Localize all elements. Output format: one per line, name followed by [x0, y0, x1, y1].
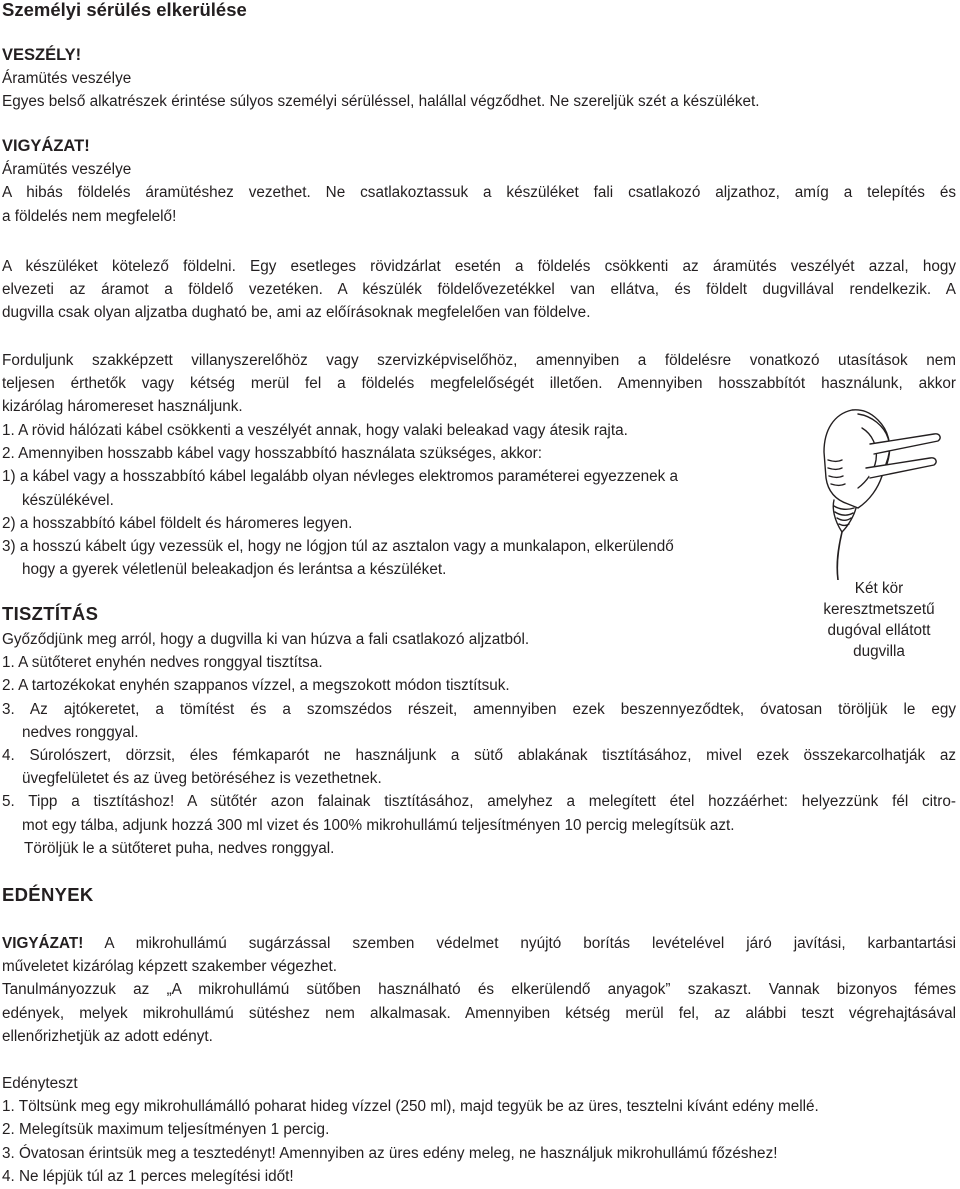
danger-section [2, 44, 760, 114]
danger-text: Egyes belső alkatrészek érintése súlyos személyi sérüléssel, halállal végződhet. Ne szereljük szét a készüléket. [2, 93, 760, 111]
electrician-line: kizárólag háromereset használjunk. [2, 398, 243, 416]
list-item: 2. Melegítsük maximum teljesítményen 1 percig. [2, 1121, 330, 1139]
list-item: nedves ronggyal. [22, 723, 139, 741]
electrician-list [2, 419, 812, 581]
list-item: 2. Amennyiben hosszabb kábel vagy hosszabbító használata szükséges, akkor: [2, 445, 542, 463]
list-item: mot egy tálba, adjunk hozzá 300 ml vizet és 100% mikrohullámú teljesítményen 10 percig melegítsük azt. [22, 816, 735, 834]
grounding-paragraph [2, 255, 956, 325]
dishes-warning-text: A mikrohullámú sugárzással szemben védelmet nyújtó borítás levételével járó javítási, karbantartási [83, 935, 956, 952]
dishes-study-line: edények, melyek mikrohullámú sütéshez nem alkalmasak. Amennyiben kétség merül fel, az alábbi teszt végrehajtásával [2, 1004, 956, 1022]
caution-text-line: a földelés nem megfelelő! [2, 207, 177, 225]
caption-line: Két kör [854, 580, 904, 597]
grounding-line: elvezeti az áramot a földelő vezetéken. A készülék földelővezetékkel van ellátva, és földelt dugvillával rendelkezik. A [2, 281, 956, 299]
dishes-section [2, 932, 956, 1048]
dishes-warning-label: VIGYÁZAT! [2, 935, 84, 952]
electrician-line: teljesen érthetők vagy kétség merül fel a földelés megfelelőségét illetően. Amennyiben hosszabbítót használunk, akkor [2, 375, 956, 393]
list-item: üvegfelületet és az üveg betöréséhez is vezethetnek. [22, 770, 382, 788]
dish-test-heading: Edényteszt [2, 1075, 78, 1092]
list-item: 5. Tipp a tisztításhoz! A sütőtér azon falainak tisztításához, amelyhez a melegített étel hozzáérhet: helyezzünk fél citro- [2, 793, 956, 811]
cleaning-heading: TISZTÍTÁS [2, 603, 99, 624]
dish-test-section [2, 1072, 956, 1188]
danger-heading: VESZÉLY! [2, 46, 82, 64]
list-item: 1. A sütőteret enyhén nedves ronggyal tisztítsa. [2, 654, 323, 672]
grounding-line: A készüléket kötelező földelni. Egy esetleges rövidzárlat esetén a földelés csökkenti az áramütés veszélyét azzal, hogy [2, 258, 956, 275]
caution-section [2, 135, 956, 228]
cleaning-intro: Győződjünk meg arról, hogy a dugvilla ki van húzva a fali csatlakozó aljzatból. [2, 631, 530, 648]
cleaning-section [2, 628, 956, 860]
caption-line: keresztmetszetű [823, 601, 935, 618]
list-item: 4. Ne lépjük túl az 1 perces melegítési időt! [2, 1167, 294, 1185]
dishes-warning-line: műveletet kizárólag képzett szakember végezhet. [2, 958, 338, 976]
list-item: 1. A rövid hálózati kábel csökkenti a veszélyét annak, hogy valaki beleakad vagy átesik rajta. [2, 422, 628, 439]
list-item: Töröljük le a sütőteret puha, nedves ronggyal. [24, 839, 335, 857]
list-item: 2. A tartozékokat enyhén szappanos vízzel, a megszokott módon tisztítsuk. [2, 677, 510, 695]
list-item: 3) a hosszú kábelt úgy vezessük el, hogy ne lógjon túl az asztalon vagy a munkalapon, elkerülendő [2, 538, 674, 556]
dishes-warning-line [2, 932, 956, 955]
list-item: 2) a hosszabbító kábel földelt és háromeres legyen. [2, 514, 353, 532]
caption-line: dugóval ellátott [827, 622, 931, 639]
caution-heading: VIGYÁZAT! [2, 137, 90, 155]
list-item: hogy a gyerek véletlenül beleakadjon és lerántsa a készüléket. [22, 561, 447, 579]
dishes-heading: EDÉNYEK [2, 884, 94, 905]
page-title: Személyi sérülés elkerülése [2, 0, 247, 20]
list-item: készülékével. [22, 491, 114, 509]
dishes-study-line: Tanulmányozzuk az „A mikrohullámú sütőben használható és elkerülendő anyagok” szakaszt. Vannak bizonyos fémes [2, 981, 956, 999]
list-item: 1) a kábel vagy a hosszabbító kábel legalább olyan névleges elektromos paraméterei egyezzenek a [2, 468, 679, 486]
list-item: 3. Az ajtókeretet, a tömítést és a szomszédos részeit, amennyiben ezek beszennyeződtek, óvatosan töröljük le egy [2, 700, 956, 718]
caution-subheading: Áramütés veszélye [2, 161, 132, 179]
grounding-line: dugvilla csak olyan aljzatba dugható be, ami az előírásoknak megfelelően van földelve. [2, 304, 591, 322]
plug-illustration [812, 404, 952, 580]
list-item: 1. Töltsünk meg egy mikrohullámálló poharat hideg vízzel (250 ml), majd tegyük be az üres, tesztelni kívánt edény mellé. [2, 1098, 819, 1116]
dishes-study-line: ellenőrizhetjük az adott edényt. [2, 1027, 213, 1045]
electrician-line: Forduljunk szakképzett villanyszerelőhöz vagy szervizképviselőhöz, amennyiben a földelésre vonatkozó utasítások nem [2, 352, 956, 369]
caution-text-line: A hibás földelés áramütéshez vezethet. Ne csatlakoztassuk a készüléket fali csatlakozó aljzathoz, amíg a telepítés és [2, 184, 956, 202]
list-item: 4. Súrolószert, dörzsit, éles fémkaparót ne használjunk a sütő ablakának tisztításához, mivel ezek összekarcolhatják az [2, 747, 956, 765]
list-item: 3. Óvatosan érintsük meg a tesztedényt! Amennyiben az üres edény meleg, ne használjuk mikrohullámú főzéshez! [2, 1144, 778, 1162]
caption-line: dugvilla [853, 643, 905, 660]
danger-subheading: Áramütés veszélye [2, 70, 132, 88]
